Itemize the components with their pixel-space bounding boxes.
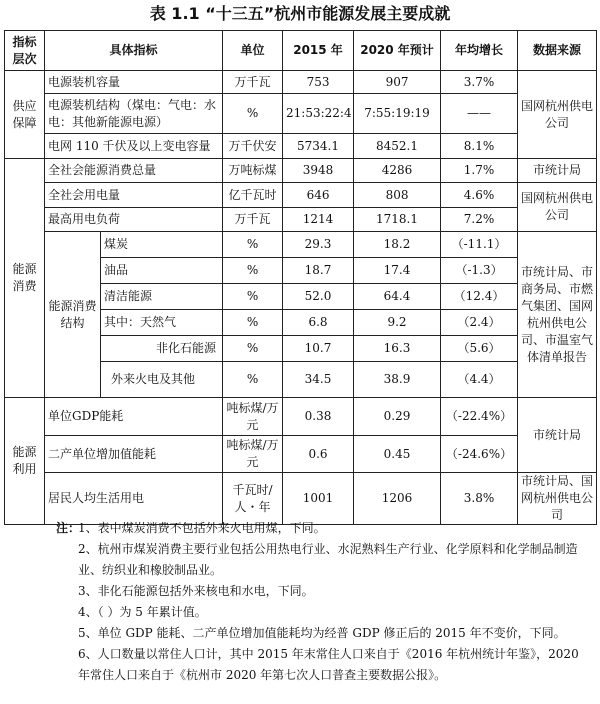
indicator-cell: 全社会用电量	[45, 183, 223, 208]
indicator-cell: 清洁能源	[101, 284, 223, 310]
growth-cell: 3.8%	[441, 473, 518, 525]
growth-cell: （-1.3）	[441, 258, 518, 284]
growth-cell: 1.7%	[441, 159, 518, 183]
table-row	[5, 232, 597, 258]
note-text: 6、人口数量以常住人口计，其中 2015 年末常住人口来自于《2016 年杭州统计年鉴》，2020 年常住人口来自于《杭州市 2020 年第七次人口普查主要数据公报》。	[78, 647, 579, 682]
value-2020-cell: 8452.1	[354, 134, 441, 159]
value-2015-cell: 0.6	[283, 436, 354, 473]
source-cell: 市统计局	[518, 398, 597, 473]
energy-achievements-table	[4, 30, 597, 525]
value-2015-cell: 29.3	[283, 232, 354, 258]
growth-cell: 4.6%	[441, 183, 518, 208]
unit-cell: %	[223, 310, 283, 336]
value-2015-cell: 21:53:22:4	[283, 94, 354, 134]
indicator-cell: 全社会能源消费总量	[45, 159, 223, 183]
notes-label: 注：	[56, 521, 81, 535]
indicator-cell: 非化石能源	[101, 336, 223, 362]
header-2015: 2015 年	[283, 31, 354, 71]
value-2020-cell: 4286	[354, 159, 441, 183]
table-row	[5, 71, 597, 94]
unit-cell: 千瓦时/人・年	[223, 473, 283, 525]
note-item	[56, 518, 592, 539]
unit-cell: 万千伏安	[223, 134, 283, 159]
note-item	[56, 581, 592, 602]
unit-cell: 万吨标煤	[223, 159, 283, 183]
value-2020-cell: 7:55:19:19	[354, 94, 441, 134]
value-2015-cell: 18.7	[283, 258, 354, 284]
table-title: 表 1.1 “十三五”杭州市能源发展主要成就	[149, 4, 451, 23]
unit-cell: 万千瓦	[223, 71, 283, 94]
value-2020-cell: 9.2	[354, 310, 441, 336]
growth-cell: 8.1%	[441, 134, 518, 159]
value-2020-cell: 808	[354, 183, 441, 208]
growth-cell: （12.4）	[441, 284, 518, 310]
growth-cell: （-24.6%）	[441, 436, 518, 473]
group-supply: 供应保障	[5, 71, 45, 159]
unit-cell: %	[223, 258, 283, 284]
note-item	[56, 602, 592, 623]
value-2015-cell: 646	[283, 183, 354, 208]
table-row	[5, 183, 597, 208]
value-2020-cell: 38.9	[354, 362, 441, 398]
note-text: 4、（ ）为 5 年累计值。	[78, 605, 207, 619]
value-2015-cell: 10.7	[283, 336, 354, 362]
unit-cell: 亿千瓦时	[223, 183, 283, 208]
indicator-cell: 煤炭	[101, 232, 223, 258]
source-cell: 市统计局	[518, 159, 597, 183]
growth-cell: 3.7%	[441, 71, 518, 94]
header-row	[5, 31, 597, 71]
growth-cell: 7.2%	[441, 208, 518, 232]
value-2020-cell: 17.4	[354, 258, 441, 284]
note-item	[56, 539, 592, 581]
table-row	[5, 208, 597, 232]
value-2015-cell: 5734.1	[283, 134, 354, 159]
indicator-cell: 最高用电负荷	[45, 208, 223, 232]
value-2015-cell: 1214	[283, 208, 354, 232]
value-2020-cell: 18.2	[354, 232, 441, 258]
table-row	[5, 398, 597, 436]
source-cell: 国网杭州供电公司	[518, 183, 597, 232]
value-2020-cell: 907	[354, 71, 441, 94]
growth-cell: （5.6）	[441, 336, 518, 362]
value-2020-cell: 1718.1	[354, 208, 441, 232]
header-level: 指标层次	[5, 31, 45, 71]
header-source: 数据来源	[518, 31, 597, 71]
value-2015-cell: 6.8	[283, 310, 354, 336]
group-consumption: 能源消费	[5, 159, 45, 398]
value-2015-cell: 3948	[283, 159, 354, 183]
value-2015-cell: 1001	[283, 473, 354, 525]
group-structure: 能源消费结构	[45, 232, 101, 398]
table-row	[5, 94, 597, 134]
note-text: 3、非化石能源包括外来核电和水电，下同。	[78, 584, 314, 598]
header-2020: 2020 年预计	[354, 31, 441, 71]
value-2020-cell: 64.4	[354, 284, 441, 310]
indicator-cell: 二产单位增加值能耗	[45, 436, 223, 473]
unit-cell: %	[223, 362, 283, 398]
value-2020-cell: 1206	[354, 473, 441, 525]
indicator-cell: 电网 110 千伏及以上变电容量	[45, 134, 223, 159]
header-indicator: 具体指标	[45, 31, 223, 71]
growth-cell: （2.4）	[441, 310, 518, 336]
unit-cell: %	[223, 336, 283, 362]
indicator-cell: 电源装机容量	[45, 71, 223, 94]
table-row	[5, 436, 597, 473]
indicator-cell: 电源装机结构（煤电：气电：水电：其他新能源电源）	[45, 94, 223, 134]
indicator-cell: 外来火电及其他	[101, 362, 223, 398]
header-growth: 年均增长	[441, 31, 518, 71]
value-2015-cell: 0.38	[283, 398, 354, 436]
unit-cell: 吨标煤/万元	[223, 436, 283, 473]
table-row	[5, 134, 597, 159]
note-item	[56, 623, 592, 644]
source-cell: 国网杭州供电公司	[518, 71, 597, 159]
header-unit: 单位	[223, 31, 283, 71]
value-2015-cell: 753	[283, 71, 354, 94]
unit-cell: %	[223, 94, 283, 134]
indicator-cell: 油品	[101, 258, 223, 284]
table-row	[5, 473, 597, 525]
unit-cell: %	[223, 284, 283, 310]
unit-cell: %	[223, 232, 283, 258]
unit-cell: 万千瓦	[223, 208, 283, 232]
value-2020-cell: 16.3	[354, 336, 441, 362]
source-cell: 市统计局、国网杭州供电公司	[518, 473, 597, 525]
indicator-cell: 居民人均生活用电	[45, 473, 223, 525]
value-2020-cell: 0.45	[354, 436, 441, 473]
value-2015-cell: 34.5	[283, 362, 354, 398]
group-utilization: 能源利用	[5, 398, 45, 525]
value-2015-cell: 52.0	[283, 284, 354, 310]
growth-cell: ——	[441, 94, 518, 134]
source-cell: 市统计局、市商务局、市燃气集团、国网杭州供电公司、市温室气体清单报告	[518, 232, 597, 398]
indicator-cell: 单位GDP能耗	[45, 398, 223, 436]
table-notes	[56, 518, 592, 686]
unit-cell: 吨标煤/万元	[223, 398, 283, 436]
table-row	[5, 159, 597, 183]
note-text: 5、单位 GDP 能耗、二产单位增加值能耗均为经普 GDP 修正后的 2015 年不变价，下同。	[78, 626, 566, 640]
growth-cell: （-11.1）	[441, 232, 518, 258]
growth-cell: （4.4）	[441, 362, 518, 398]
indicator-cell: 其中：天然气	[101, 310, 223, 336]
note-text: 2、杭州市煤炭消费主要行业包括公用热电行业、水泥熟料生产行业、化学原料和化学制品制造业、纺织业和橡胶制品业。	[78, 542, 578, 577]
value-2020-cell: 0.29	[354, 398, 441, 436]
growth-cell: （-22.4%）	[441, 398, 518, 436]
note-item	[56, 644, 592, 686]
note-text: 1、表中煤炭消费不包括外来火电用煤，下同。	[78, 521, 326, 535]
